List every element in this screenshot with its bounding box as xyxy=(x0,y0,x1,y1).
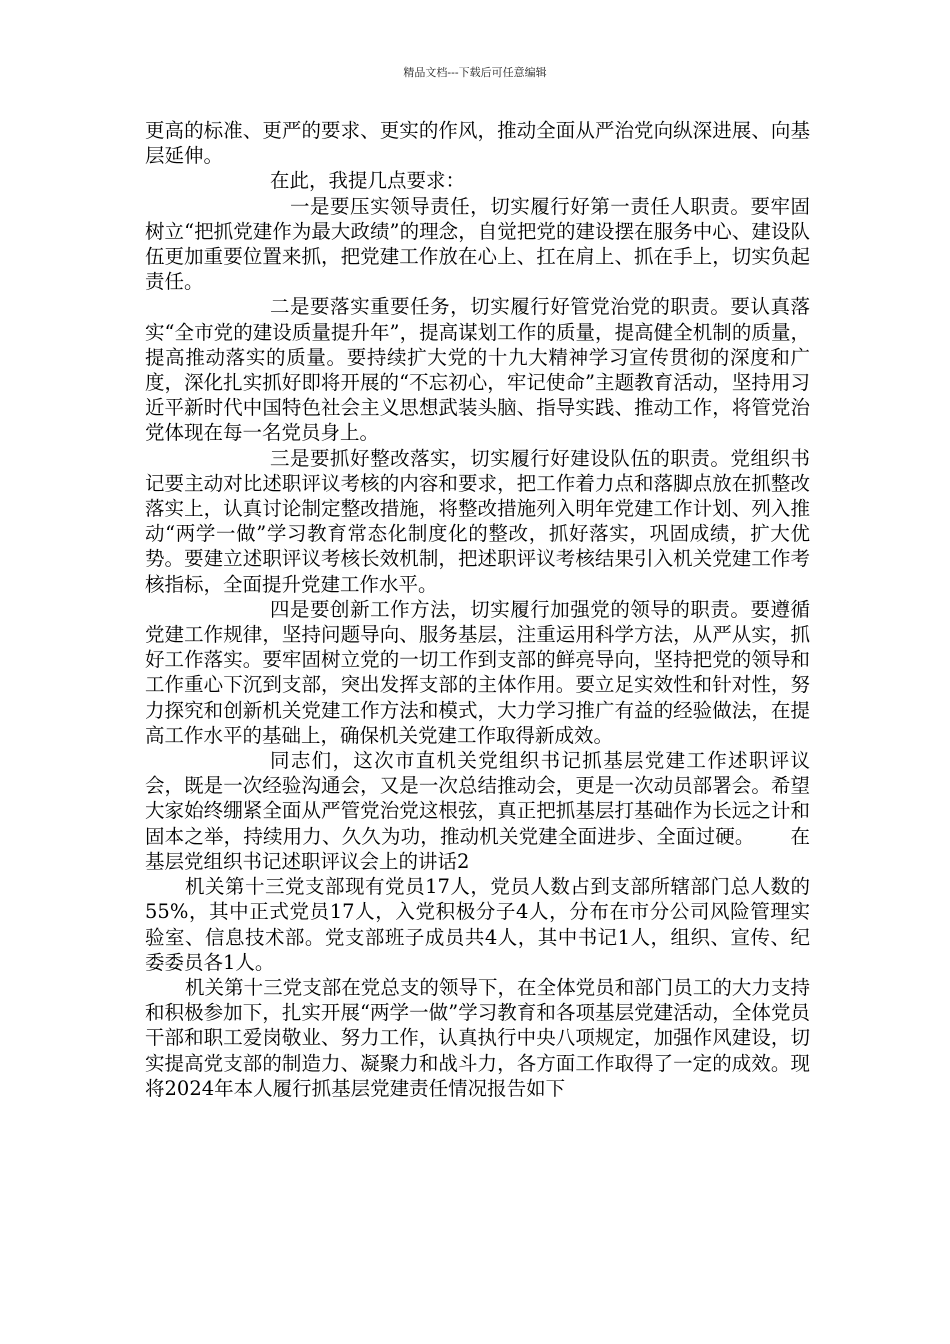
document-body xyxy=(145,118,810,1101)
paragraph-requirements-intro: 在此，我提几点要求： xyxy=(270,169,466,193)
paragraph-requirement-four: 四是要创新工作方法，切实履行加强党的领导的职责。要遵循党建工作规律，坚持问题导向、服务基层，注重运用科学方法，从严从实，抓好工作落实。要牢固树立党的一切工作到支部的鲜亮导向，坚持把党的领导和工作重心下沉到支部，突出发挥支部的主体作用。要立足实效性和针对性，努力探究和创新机关党建工作方法和模式，大力学习推广有益的经验做法，在提高工作水平的基础上，确保机关党建工作取得新成效。 xyxy=(145,597,810,747)
paragraph-requirement-two: 二是要落实重要任务，切实履行好管党治党的职责。要认真落实“全市党的建设质量提升年”，提高谋划工作的质量，提高健全机制的质量，提高推动落实的质量。要持续扩大党的十九大精神学习宣传贯彻的深度和广度，深化扎实抓好即将开展的“不忘初心，牢记使命”主题教育活动，坚持用习近平新时代中国特色社会主义思想武装头脑、指导实践、推动工作，将管党治党体现在每一名党员身上。 xyxy=(145,295,810,445)
paragraph-requirement-one: 一是要压实领导责任，切实履行好第一责任人职责。要牢固树立“把抓党建作为最大政绩”的理念，自觉把党的建设摆在服务中心、建设队伍更加重要位置来抓，把党建工作放在心上、扛在肩上、抓在手上，切实负起责任。 xyxy=(145,194,810,294)
paragraph-requirement-three: 三是要抓好整改落实，切实履行好建设队伍的职责。党组织书记要主动对比述职评议考核的内容和要求，把工作着力点和落脚点放在抓整改落实上，认真讨论制定整改措施，将整改措施列入明年党建工作计划、列入推动“两学一做”学习教育常态化制度化的整改，抓好落实，巩固成绩，扩大优势。要建立述职评议考核长效机制，把述职评议考核结果引入机关党建工作考核指标，全面提升党建工作水平。 xyxy=(145,446,810,596)
paragraph-intro-continuation: 更高的标准、更严的要求、更实的作风，推动全面从严治党向纵深进展、向基层延伸。 xyxy=(145,119,810,168)
paragraph-branch-report: 机关第十三党支部在党总支的领导下，在全体党员和部门员工的大力支持和积极参加下，扎实开展“两学一做”学习教育和各项基层党建活动，全体党员干部和职工爱岗敬业、努力工作，认真执行中央八项规定，加强作风建设，切实提高党支部的制造力、凝聚力和战斗力，各方面工作取得了一定的成效。现将2024年本人履行抓基层党建责任情况报告如下 xyxy=(145,975,810,1100)
page-header: 精品文档---下载后可任意编辑 xyxy=(403,66,547,79)
paragraph-closing: 同志们，这次市直机关党组织书记抓基层党建工作述职评议会，既是一次经验沟通会，又是一次总结推动会，更是一次动员部署会。希望大家始终绷紧全面从严管党治党这根弦，真正把抓基层打基础作为长远之计和固本之举，持续用力、久久为功，推动机关党建全面进步、全面过硬。 在基层党组织书记述职评议会上的讲话2 xyxy=(145,749,810,873)
paragraph-branch-overview: 机关第十三党支部现有党员17人，党员人数占到支部所辖部门总人数的55%，其中正式党员17人，入党积极分子4人，分布在市分公司风险管理实验室、信息技术部。党支部班子成员共4人，其中书记1人，组织、宣传、纪委委员各1人。 xyxy=(145,875,810,974)
